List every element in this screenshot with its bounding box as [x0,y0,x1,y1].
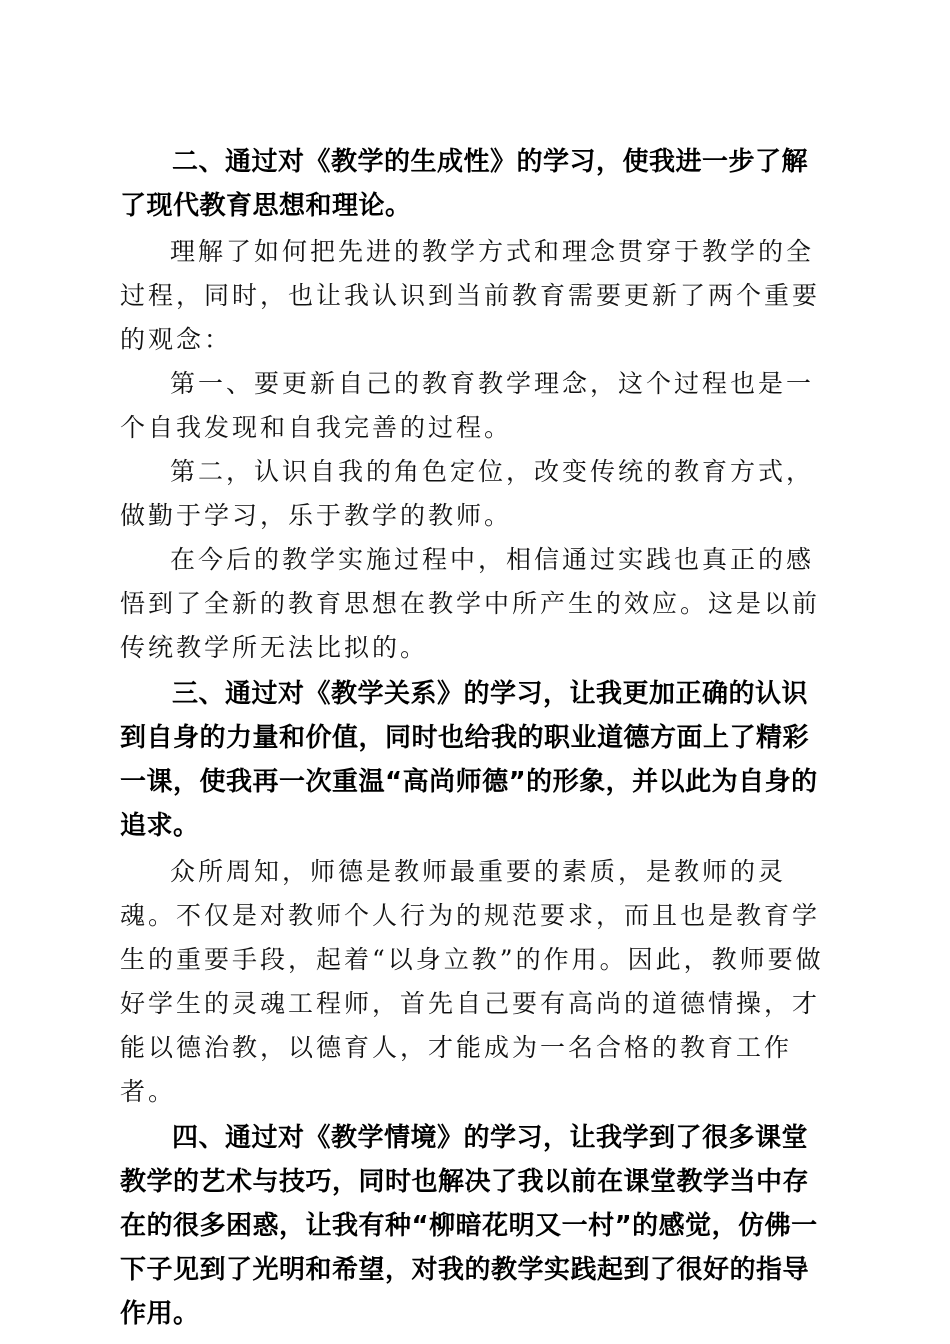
body-paragraph-understanding: 理解了如何把先进的教学方式和理念贯穿于教学的全过程，同时，也让我认识到当前教育需要更新了两个重要的观念： [120,237,821,354]
section-heading-2: 二、通过对《教学的生成性》的学习，使我进一步了解了现代教育思想和理论。 [120,147,809,221]
body-paragraph-first-concept: 第一、要更新自己的教育教学理念，这个过程也是一个自我发现和自我完善的过程。 [120,369,815,442]
body-paragraph-teacher-ethics: 众所周知，师德是教师最重要的素质，是教师的灵魂。不仅是对教师个人行为的规范要求，而且也是教育学生的重要手段，起着“以身立教”的作用。因此，教师要做好学生的灵魂工程师，首先自己要有高尚的道德情操，才能以德治教，以德育人，才能成为一名合格的教育工作者。 [120,857,824,1106]
body-paragraph-second-concept: 第二，认识自我的角色定位，改变传统的教育方式，做勤于学习，乐于教学的教师。 [120,457,815,530]
document-body [120,140,832,1336]
section-heading-3: 三、通过对《教学关系》的学习，让我更加正确的认识到自身的力量和价值，同时也给我的职业道德方面上了精彩一课，使我再一次重温“高尚师德”的形象，并以此为自身的追求。 [120,679,818,841]
body-paragraph-practice: 在今后的教学实施过程中，相信通过实践也真正的感悟到了全新的教育思想在教学中所产生的效应。这是以前传统教学所无法比拟的。 [120,545,821,662]
section-heading-4: 四、通过对《教学情境》的学习，让我学到了很多课堂教学的艺术与技巧，同时也解决了我以前在课堂教学当中存在的很多困惑，让我有种“柳暗花明又一村”的感觉，仿佛一下子见到了光明和希望，对我的教学实践起到了很好的指导作用。 [120,1123,818,1329]
